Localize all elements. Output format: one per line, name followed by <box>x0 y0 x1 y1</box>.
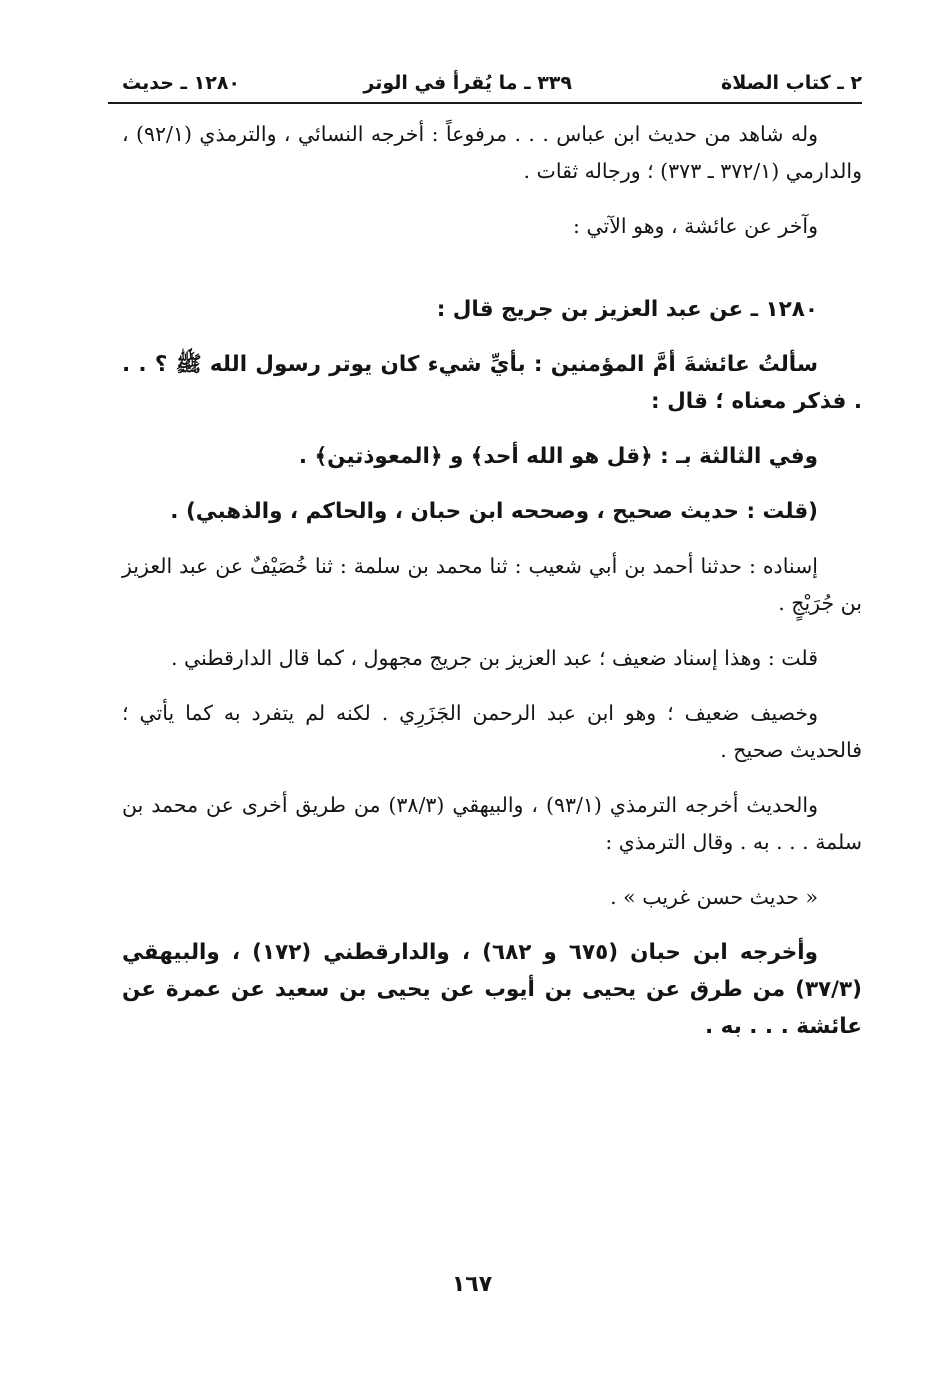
paragraph-khusaif: وخصيف ضعيف ؛ وهو ابن عبد الرحمن الجَزَرِي . لكنه لم يتفرد به كما يأتي ؛ فالحديث صحيح . <box>122 701 862 762</box>
header-hadith-number: ١٢٨٠ ـ حديث <box>122 72 241 94</box>
header-section: ٣٣٩ ـ ما يُقرأ في الوتر <box>363 72 572 94</box>
grading-note: (قلت : حديث صحيح ، وصححه ابن حبان ، والحاكم ، والذهبي) . <box>170 499 818 524</box>
paragraph-shahid: وله شاهد من حديث ابن عباس . . . مرفوعاً : أخرجه النسائي ، والترمذي (٩٢/١) ، والدارمي (٣٧٢/١ ـ ٣٧٣) ؛ ورجاله ثقات . <box>122 122 862 183</box>
paragraph-ibn-hibban: وأخرجه ابن حبان (٦٧٥ و ٦٨٢) ، والدارقطني (١٧٢) ، والبيهقي (٣٧/٣) من طرق عن يحيى بن أيوب عن يحيى بن سعيد عن عمرة عن عائشة . . . به . <box>122 940 862 1039</box>
hadith-heading: ١٢٨٠ ـ عن عبد العزيز بن جريج قال : <box>436 297 818 322</box>
quote-hasan-gharib: « حديث حسن غريب » . <box>610 885 818 909</box>
running-header <box>108 66 862 104</box>
paragraph-isnad: إسناده : حدثنا أحمد بن أبي شعيب : ثنا محمد بن سلمة : ثنا خُصَيْفٌ عن عبد العزيز بن جُرَيْجٍ . <box>122 554 862 615</box>
page-number: ١٦٧ <box>451 1272 493 1297</box>
page-body <box>122 116 862 1045</box>
hadith-text-continued: وفي الثالثة بـ : ﴿قل هو الله أحد﴾ و ﴿المعوذتين﴾ . <box>298 444 818 469</box>
hadith-text: سألتُ عائشةَ أمَّ المؤمنين : بأيِّ شيء كان يوتر رسول الله ﷺ ؟ . . . فذكر معناه ؛ قال : <box>122 352 862 414</box>
paragraph-another: وآخر عن عائشة ، وهو الآتي : <box>573 214 818 238</box>
paragraph-tirmidhi: والحديث أخرجه الترمذي (٩٣/١) ، والبيهقي (٣٨/٣) من طريق أخرى عن محمد بن سلمة . . . به . وقال الترمذي : <box>122 793 862 854</box>
paragraph-weak-isnad: قلت : وهذا إسناد ضعيف ؛ عبد العزيز بن جريج مجهول ، كما قال الدارقطني . <box>170 646 818 670</box>
header-chapter: ٢ ـ كتاب الصلاة <box>721 72 862 94</box>
